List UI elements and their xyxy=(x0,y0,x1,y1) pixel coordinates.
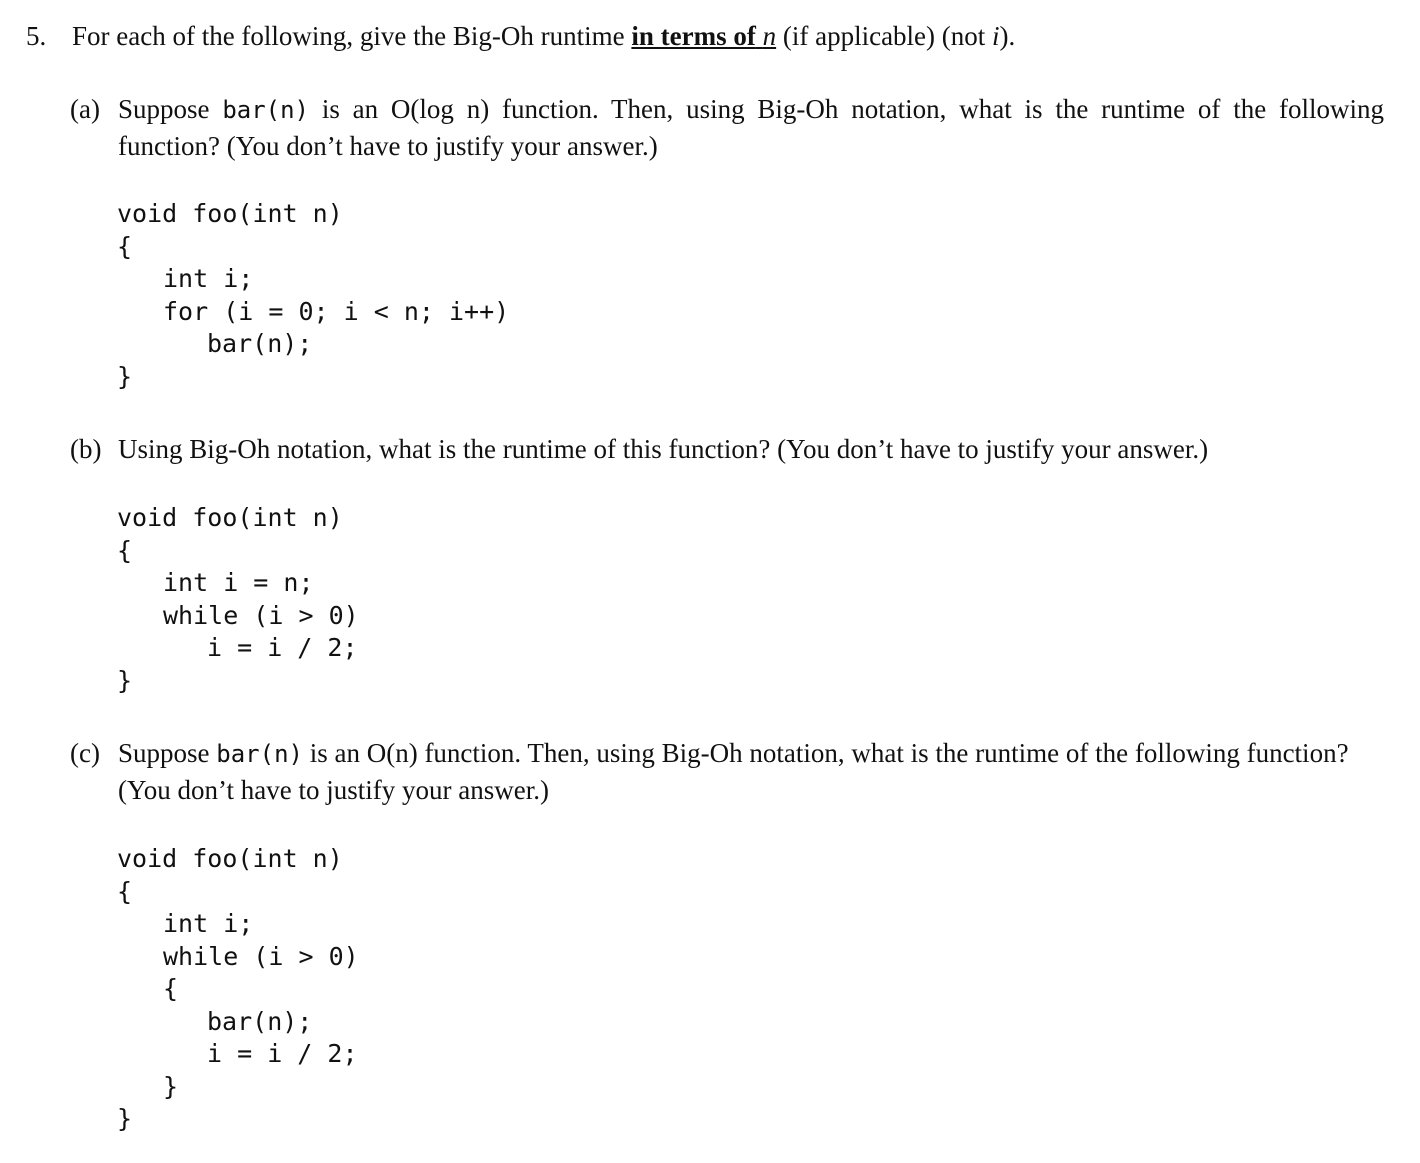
part-b-code-block xyxy=(117,502,359,697)
part-b-text: Using Big-Oh notation, what is the runtime of this function? (You don’t have to justify your answer.) xyxy=(118,434,1209,464)
question-suffix: ). xyxy=(999,21,1016,51)
code-line: } xyxy=(117,361,133,391)
code-line: void foo(int n) xyxy=(117,199,343,228)
question-excluded-var: i xyxy=(992,21,1000,51)
code-line: void foo(int n) xyxy=(117,503,343,532)
part-a-text-start: Suppose xyxy=(118,94,223,124)
code-line: int i; xyxy=(163,909,254,938)
code-line: for (i = 0; i < n; i++) xyxy=(163,296,510,326)
code-line: i = i / 2; xyxy=(207,1039,358,1068)
question-emphasis-var: n xyxy=(762,21,777,51)
code-line: } xyxy=(117,665,133,695)
question-prefix: For each of the following, give the Big-Oh runtime xyxy=(72,21,632,51)
code-line: i = i / 2; xyxy=(207,633,358,662)
code-line: while (i > 0) xyxy=(163,941,359,971)
question-number: 5. xyxy=(26,21,47,51)
code-line: } xyxy=(163,1071,179,1101)
code-line: void foo(int n) xyxy=(117,844,343,873)
code-line: bar(n); xyxy=(207,329,313,358)
part-a-label: (a) xyxy=(70,94,100,124)
code-line: { xyxy=(117,876,133,906)
code-line: { xyxy=(117,231,133,261)
part-a-code-ref: bar(n) xyxy=(222,96,310,124)
code-line: int i = n; xyxy=(163,568,314,597)
question-prompt xyxy=(72,18,1015,54)
part-c-code-block xyxy=(117,843,359,1136)
code-line: { xyxy=(163,974,179,1003)
question-middle: (if applicable) (not xyxy=(776,21,993,51)
code-line: } xyxy=(117,1104,133,1133)
question-emphasis-words: in terms of xyxy=(631,21,756,51)
part-b-label: (b) xyxy=(70,434,102,464)
part-c-label: (c) xyxy=(70,738,100,768)
part-c-text-start: Suppose xyxy=(118,738,217,768)
code-line: bar(n); xyxy=(207,1006,313,1036)
code-line: while (i > 0) xyxy=(163,600,359,630)
part-a-text-end: is an O(log n) function. Then, using Big-Oh notation, what is the runtime of the following function? (You don’t have to justify your answer.) xyxy=(118,94,1384,161)
part-c-text-end: is an O(n) function. Then, using Big-Oh notation, what is the runtime of the following function? (You don’t have to justify your answer.) xyxy=(118,738,1349,805)
part-c-text xyxy=(118,735,1384,808)
part-c-code-ref: bar(n) xyxy=(216,740,303,768)
code-line: { xyxy=(117,535,133,565)
code-line: int i; xyxy=(163,264,254,293)
question-emphasis xyxy=(631,21,776,51)
part-a-code-block xyxy=(117,198,509,393)
part-a-text xyxy=(118,91,1384,164)
